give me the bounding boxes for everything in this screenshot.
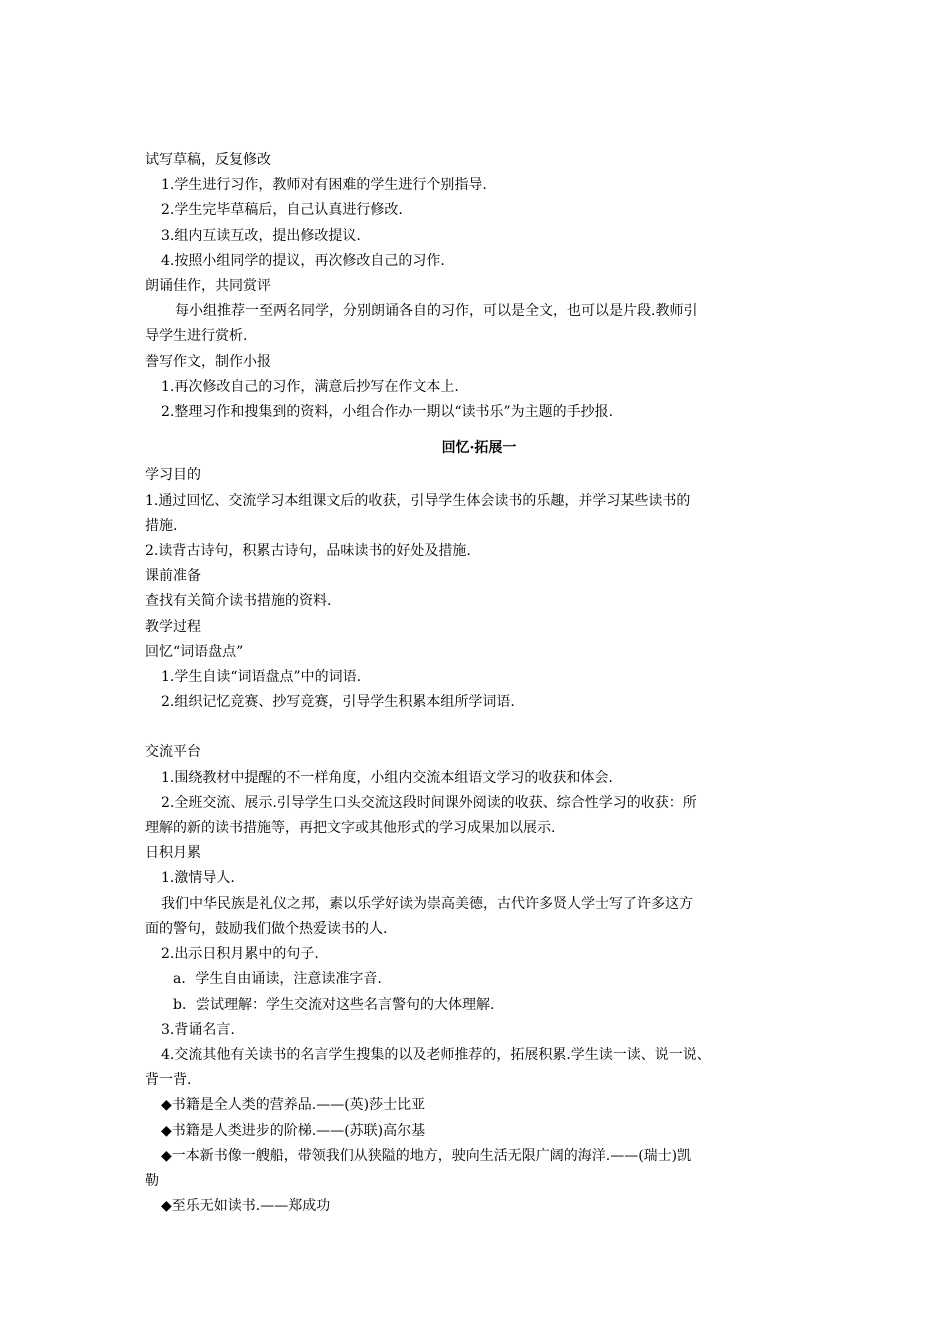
- paragraph-line: 我们中华民族是礼仪之邦，素以乐学好读为崇高美德，古代许多贤人学士写了许多这方: [161, 895, 693, 912]
- section-title: 回忆·拓展一: [441, 440, 517, 457]
- sub-list-item: b．尝试理解：学生交流对这些名言警句的大体理解.: [173, 996, 495, 1013]
- list-item: 3.背诵名言.: [161, 1021, 235, 1038]
- quote-item: ◆一本新书像一艘船，带领我们从狭隘的地方，驶向生活无限广阔的海洋.——(瑞士)凯: [161, 1147, 692, 1164]
- list-item: 4.按照小组同学的提议，再次修改自己的习作.: [161, 252, 445, 269]
- list-item: 2.整理习作和搜集到的资料，小组合作办一期以“读书乐”为主题的手抄报.: [161, 404, 614, 421]
- document-page: [145, 148, 813, 1219]
- heading-accum: 日积月累: [145, 845, 201, 862]
- list-item: 1.学生进行习作，教师对有困难的学生进行个别指导.: [161, 177, 487, 194]
- paragraph-line: 理解的新的读书措施等，再把文字或其他形式的学习成果加以展示.: [145, 820, 556, 837]
- paragraph-line: 勒: [145, 1172, 159, 1189]
- list-item: 4.交流其他有关读书的名言学生搜集的以及老师推荐的，拓展积累.学生读一读、说一说、: [161, 1046, 711, 1063]
- paragraph-line: 1.通过回忆、交流学习本组课文后的收获，引导学生体会读书的乐趣，并学习某些读书的: [145, 492, 691, 509]
- heading-prep: 课前准备: [145, 568, 201, 585]
- blank-line: [145, 715, 813, 740]
- paragraph-line: 每小组推荐一至两名同学，分别朗诵各自的习作，可以是全文，也可以是片段.教师引: [175, 303, 698, 320]
- paragraph-line: 措施.: [145, 517, 178, 534]
- list-item: 1.学生自读“词语盘点”中的词语.: [161, 669, 362, 686]
- list-item: 2.组织记忆竞赛、抄写竞赛，引导学生积累本组所学词语.: [161, 694, 515, 711]
- heading-process: 教学过程: [145, 618, 201, 635]
- paragraph-line: 面的警句，鼓励我们做个热爱读书的人.: [145, 920, 388, 937]
- quote-item: ◆书籍是人类进步的阶梯.——(苏联)高尔基: [161, 1122, 426, 1139]
- paragraph-line: 背一背.: [145, 1072, 192, 1089]
- list-item: 1.再次修改自己的习作，满意后抄写在作文本上.: [161, 378, 459, 395]
- quote-item: ◆书籍是全人类的营养品.——(英)莎士比亚: [161, 1097, 426, 1114]
- list-item: 3.组内互读互改，提出修改提议.: [161, 227, 361, 244]
- heading-copy: 誊写作文，制作小报: [145, 353, 271, 370]
- paragraph-line: 查找有关简介读书措施的资料.: [145, 593, 332, 610]
- quote-item: ◆至乐无如读书.——郑成功: [161, 1198, 331, 1215]
- heading-recite: 朗诵佳作，共同赏评: [145, 278, 271, 295]
- sub-list-item: a．学生自由诵读，注意读准字音.: [173, 971, 382, 988]
- paragraph-line: 2.读背古诗句，积累古诗句，品味读书的好处及措施.: [145, 543, 471, 560]
- list-item: 2.学生完毕草稿后，自己认真进行修改.: [161, 202, 403, 219]
- list-item: 2.全班交流、展示.引导学生口头交流这段时间课外阅读的收获、综合性学习的收获：所: [161, 794, 697, 811]
- heading-recall: 回忆“词语盘点”: [145, 643, 244, 660]
- heading-platform: 交流平台: [145, 744, 201, 761]
- list-item: 1.围绕教材中提醒的不一样角度，小组内交流本组语文学习的收获和体会.: [161, 769, 613, 786]
- heading-draft: 试写草稿，反复修改: [145, 152, 271, 168]
- paragraph-line: 导学生进行赏析.: [145, 328, 248, 345]
- list-item: 2.出示日积月累中的句子.: [161, 946, 319, 963]
- list-item: 1.激情导人.: [161, 870, 235, 887]
- heading-goals: 学习目的: [145, 467, 201, 484]
